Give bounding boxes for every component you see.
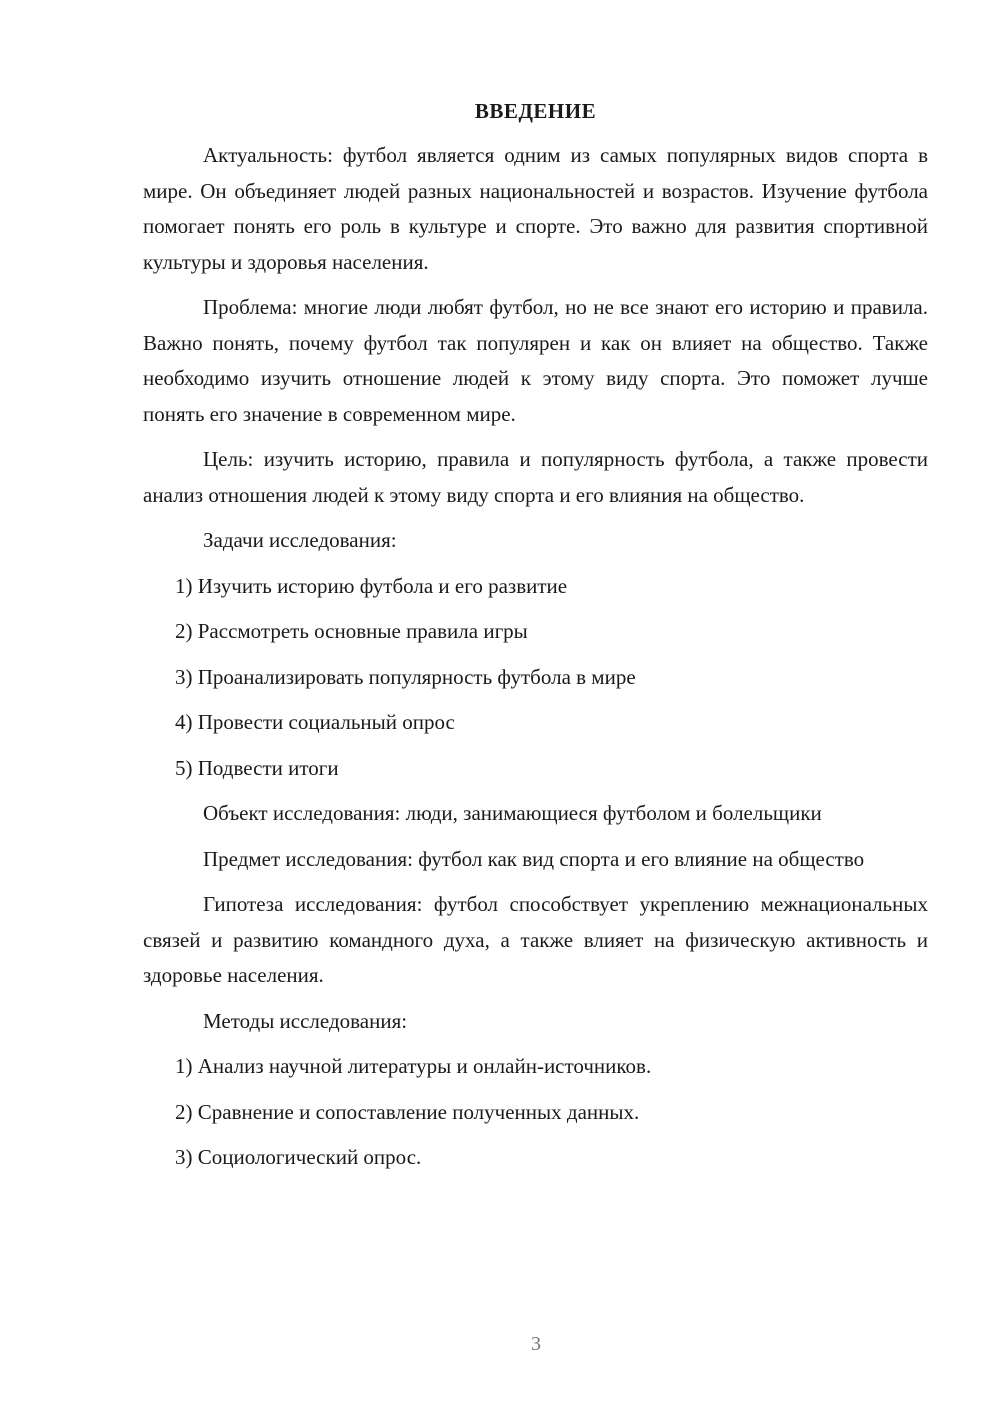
relevance-paragraph: Актуальность: футбол является одним из самых популярных видов спорта в мире. Он объединяет людей разных национальностей и возрастов. Изучение футбола помогает понять его роль в культуре и спорте. Это важно для развития спортивной культуры и здоровья населения. (143, 143, 928, 274)
task-item: 5) Подвести итоги (175, 755, 339, 780)
subject-paragraph: Предмет исследования: футбол как вид спорта и его влияние на общество (203, 846, 865, 871)
goal-paragraph: Цель: изучить историю, правила и популярность футбола, а также провести анализ отношения людей к этому виду спорта и его влияния на общество. (143, 447, 928, 507)
task-item: 2) Рассмотреть основные правила игры (175, 619, 528, 643)
methods-heading: Методы исследования: (203, 1008, 408, 1033)
task-item: 1) Изучить историю футбола и его развитие (175, 573, 568, 598)
tasks-heading: Задачи исследования: (203, 528, 397, 552)
problem-paragraph: Проблема: многие люди любят футбол, но не все знают его историю и правила. Важно понять, почему футбол так популярен и как он влияет на общество. Также необходимо изучить отношение людей к этому виду спорта. Это поможет лучше понять его значение в современном мире. (143, 295, 928, 426)
method-item: 2) Сравнение и сопоставление полученных данных. (175, 1099, 640, 1124)
methods-list (143, 1049, 928, 1176)
method-item: 3) Социологический опрос. (175, 1145, 422, 1169)
object-paragraph: Объект исследования: люди, занимающиеся футболом и болельщики (203, 801, 822, 825)
page-number: 3 (531, 1333, 541, 1355)
hypothesis-paragraph: Гипотеза исследования: футбол способствует укреплению межнациональных связей и развитию командного духа, а также влияет на физическую активность и здоровье населения. (143, 892, 928, 987)
tasks-list (143, 569, 928, 787)
page-title: ВВЕДЕНИЕ (474, 99, 597, 123)
task-item: 3) Проанализировать популярность футбола в мире (175, 664, 636, 689)
document-page (143, 96, 928, 1186)
method-item: 1) Анализ научной литературы и онлайн-источников. (175, 1054, 652, 1078)
task-item: 4) Провести социальный опрос (175, 710, 455, 734)
